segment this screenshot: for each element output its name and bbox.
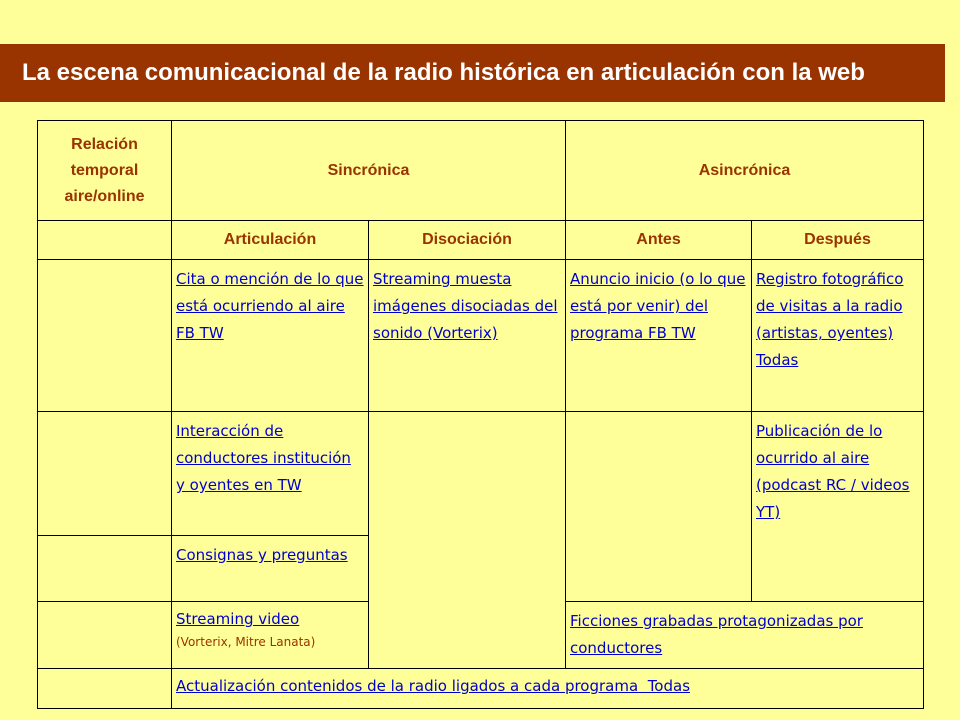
link-streaming-muesta[interactable]: Streaming muesta imágenes disociadas del sonido (Vorterix) — [373, 270, 558, 342]
empty-cell — [38, 602, 172, 669]
link-registro[interactable]: Registro fotográfico de visitas a la radio (artistas, oyentes) Todas — [756, 270, 904, 369]
link-cita[interactable]: Cita o mención de lo que está ocurriendo al aire FB TW — [176, 270, 364, 342]
empty-cell — [38, 412, 172, 536]
empty-cell — [38, 669, 172, 709]
link-interaccion[interactable]: Interacción de conductores institución y oyentes en TW — [176, 422, 351, 494]
streaming-video-note: (Vorterix, Mitre Lanata) — [176, 635, 316, 649]
classification-table — [37, 120, 924, 709]
empty-cell — [566, 412, 752, 602]
header-relacion: Relación temporal aire/online — [38, 121, 172, 221]
header-disociacion: Disociación — [369, 221, 566, 260]
header-articulacion: Articulación — [172, 221, 369, 260]
header-antes: Antes — [566, 221, 752, 260]
header-asincronica: Asincrónica — [566, 121, 924, 221]
empty-cell — [38, 536, 172, 602]
empty-cell — [38, 260, 172, 412]
page-title: La escena comunicacional de la radio histórica en articulación con la web — [0, 44, 945, 102]
empty-cell — [38, 221, 172, 260]
link-anuncio[interactable]: Anuncio inicio (o lo que está por venir) del programa FB TW — [570, 270, 746, 342]
link-ficciones[interactable]: Ficciones grabadas protagonizadas por conductores — [570, 612, 863, 657]
header-despues: Después — [752, 221, 924, 260]
empty-cell — [369, 412, 566, 669]
link-actualizacion[interactable]: Actualización contenidos de la radio ligados a cada programa Todas — [176, 677, 691, 695]
link-consignas[interactable]: Consignas y preguntas — [176, 546, 348, 564]
link-streaming-video[interactable]: Streaming video — [176, 610, 300, 628]
header-sincronica: Sincrónica — [172, 121, 566, 221]
link-publicacion[interactable]: Publicación de lo ocurrido al aire (podcast RC / videos YT) — [756, 422, 910, 521]
